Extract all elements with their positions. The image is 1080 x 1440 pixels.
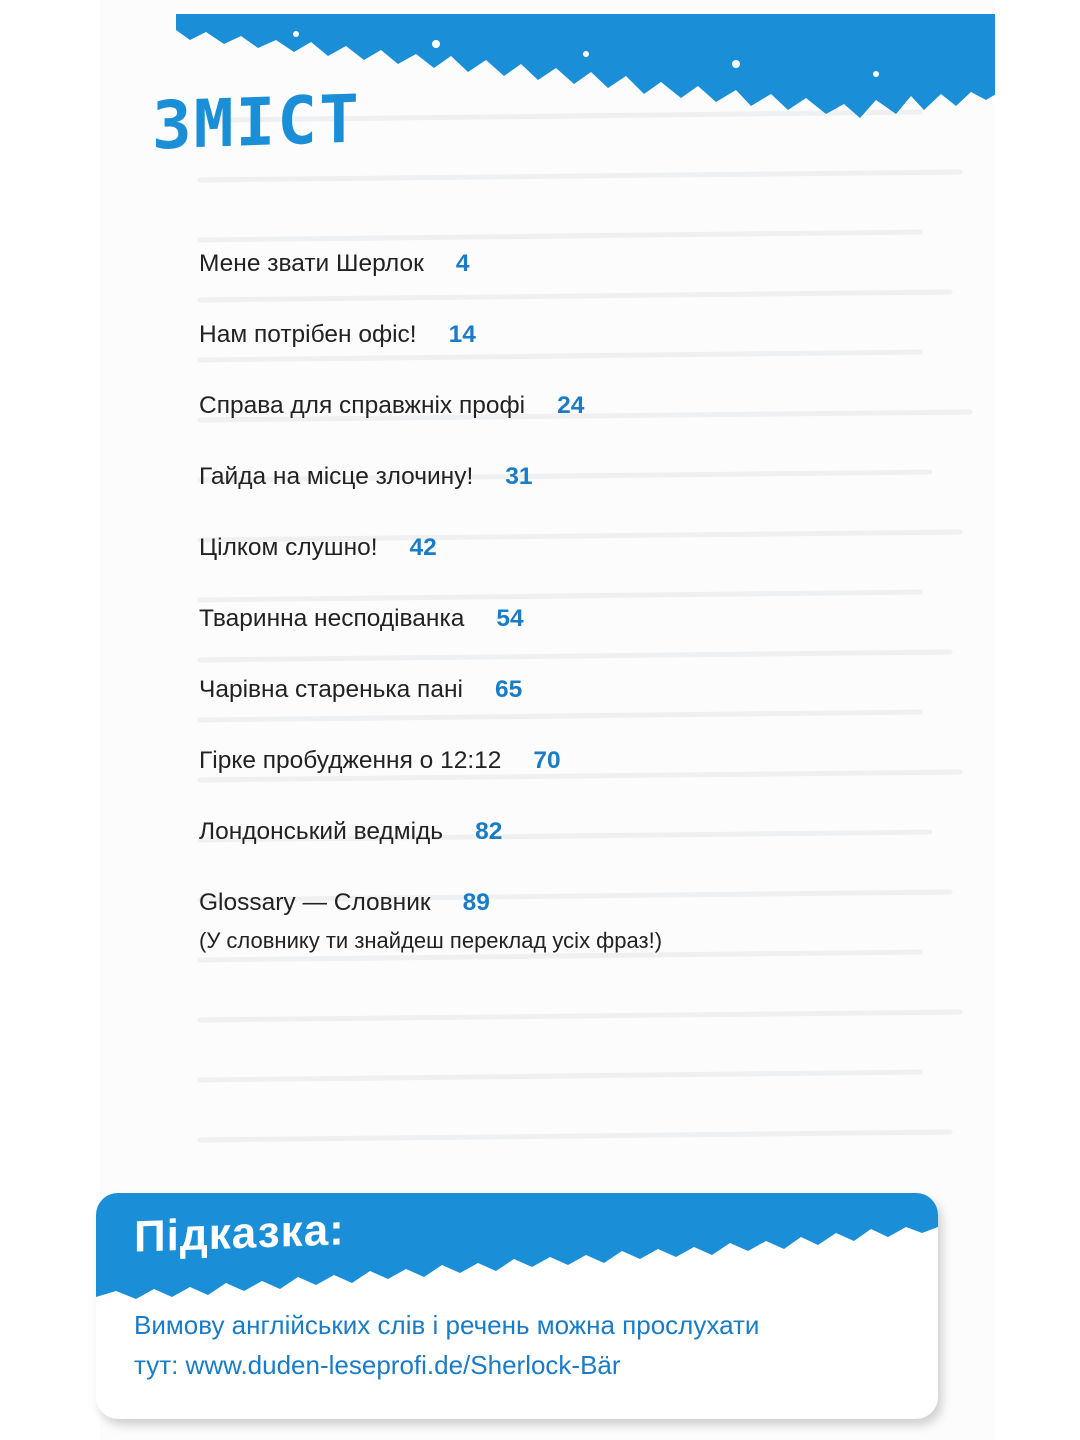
toc-entry[interactable] — [199, 463, 584, 534]
toc-entry[interactable] — [199, 747, 584, 818]
glossary-note: (У словнику ти знайдеш переклад усіх фраз!) — [199, 928, 663, 953]
toc-entry-title: Гайда на місце злочину! — [199, 463, 474, 490]
toc-entry[interactable] — [199, 676, 584, 747]
toc-entry-title: Тваринна несподіванка — [199, 605, 465, 632]
toc-entry[interactable] — [199, 321, 584, 392]
toc-entry-title: Цілком слушно! — [199, 534, 378, 561]
toc-entry-title: Справа для справжніх профі — [199, 392, 526, 419]
hint-url-line[interactable]: тут: www.duden-leseprofi.de/Sherlock-Bär — [134, 1350, 621, 1380]
toc-entry-title: Чарівна старенька пані — [199, 676, 463, 703]
toc-page-number: 24 — [557, 392, 585, 419]
hint-box — [96, 1193, 938, 1419]
table-of-contents — [199, 250, 584, 960]
toc-entry[interactable] — [199, 534, 584, 605]
toc-page-number: 14 — [448, 321, 476, 348]
toc-entry-title: Гірке пробудження о 12:12 — [199, 747, 502, 774]
toc-page-number: 4 — [455, 250, 470, 277]
hint-text-line: Вимову англійських слів і речень можна прослухати — [134, 1310, 760, 1340]
page-title: ЗМІСТ — [152, 80, 361, 165]
toc-page-number: 54 — [496, 605, 524, 632]
toc-entry[interactable] — [199, 605, 584, 676]
toc-entry[interactable] — [199, 250, 584, 321]
toc-page-number: 65 — [494, 676, 523, 703]
page-edge — [995, 0, 1080, 1440]
toc-page-number: 70 — [533, 747, 561, 774]
toc-page-number: 31 — [505, 463, 533, 490]
toc-page-number: 89 — [462, 889, 490, 916]
toc-entry[interactable] — [199, 392, 584, 463]
hint-title: Підказка: — [134, 1205, 345, 1262]
toc-entry[interactable] — [199, 818, 584, 889]
toc-entry-title: Glossary — Словник — [199, 889, 431, 916]
toc-entry-title: Лондонський ведмідь — [199, 818, 444, 845]
toc-entry-title: Мене звати Шерлок — [199, 250, 424, 277]
toc-page-number: 42 — [409, 534, 437, 561]
toc-entry-title: Нам потрібен офіс! — [199, 321, 417, 348]
hint-text — [134, 1305, 924, 1385]
toc-page-number: 82 — [475, 818, 503, 845]
